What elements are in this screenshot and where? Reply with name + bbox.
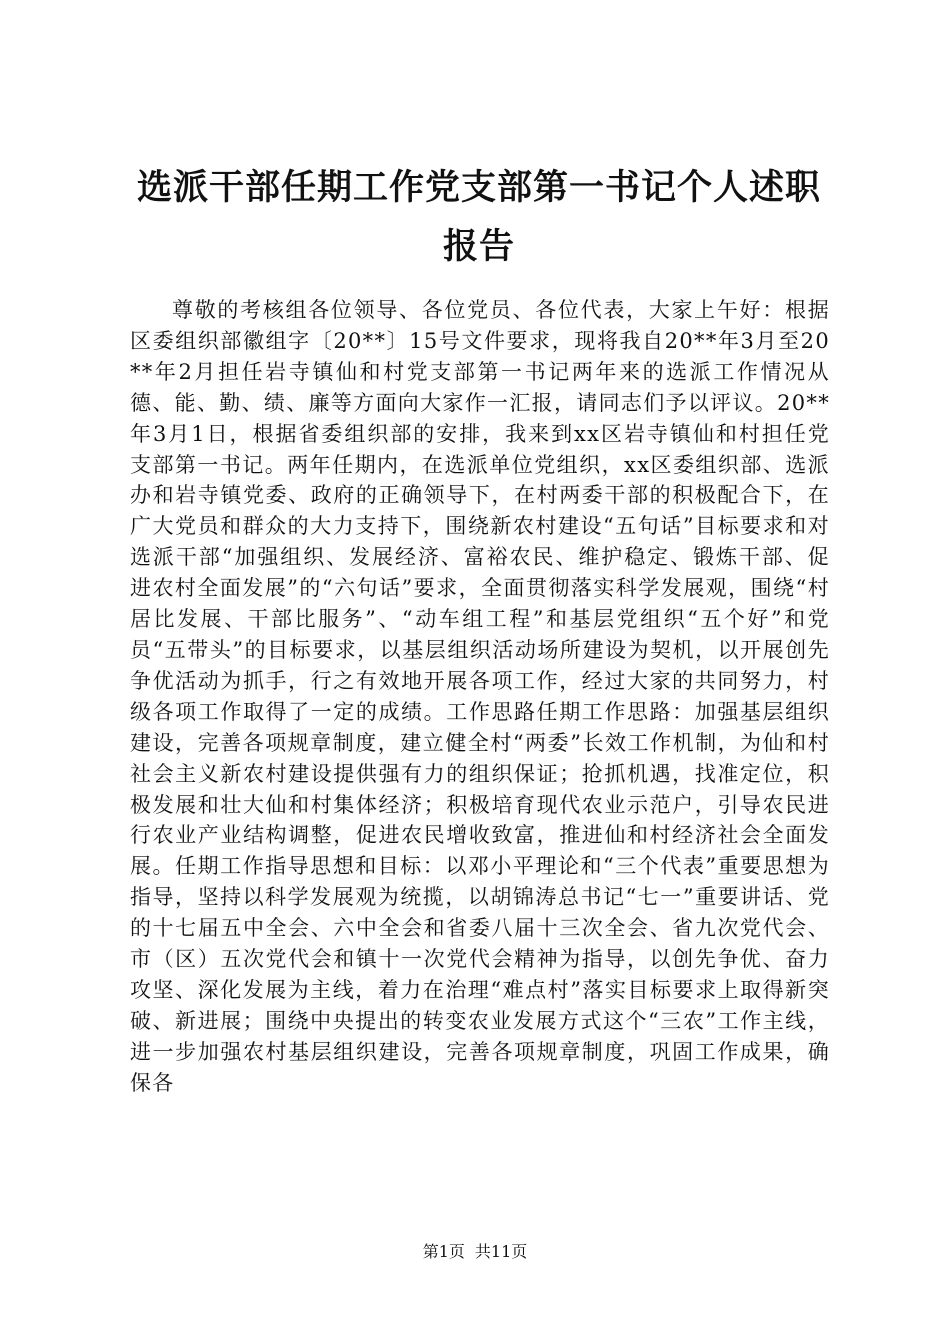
page-total: 共11页: [474, 1242, 528, 1261]
document-body: 尊敬的考核组各位领导、各位党员、各位代表，大家上午好：根据区委组织部徽组字〔20**〕15号文件要求，现将我自20**年3月至20**年2月担任岩寺镇仙和村党支部第一书记两年来的选派工作情况从德、能、勤、绩、廉等方面向大家作一汇报，请同志们予以评议。20**年3月1日，根据省委组织部的安排，我来到xx区岩寺镇仙和村担任党支部第一书记。两年任期内，在选派单位党组织，xx区委组织部、选派办和岩寺镇党委、政府的正确领导下，在村两委干部的积极配合下，在广大党员和群众的大力支持下，围绕新农村建设“五句话”目标要求和对选派干部“加强组织、发展经济、富裕农民、维护稳定、锻炼干部、促进农村全面发展”的“六句话”要求，全面贯彻落实科学发展观，围绕“村居比发展、干部比服务”、“动车组工程”和基层党组织“五个好”和党员“五带头”的目标要求，以基层组织活动场所建设为契机，以开展创先争优活动为抓手，行之有效地开展各项工作，经过大家的共同努力，村级各项工作取得了一定的成绩。工作思路任期工作思路：加强基层组织建设，完善各项规章制度，建立健全村“两委”长效工作机制，为仙和村社会主义新农村建设提供强有力的组织保证；抢抓机遇，找准定位，积极发展和壮大仙和村集体经济；积极培育现代农业示范户，引导农民进行农业产业结构调整，促进农民增收致富，推进仙和村经济社会全面发展。任期工作指导思想和目标：以邓小平理论和“三个代表”重要思想为指导，坚持以科学发展观为统揽，以胡锦涛总书记“七一”重要讲话、党的十七届五中全会、六中全会和省委八届十三次全会、省九次党代会、市（区）五次党代会和镇十一次党代会精神为指导，以创先争优、奋力攻坚、深化发展为主线，着力在治理“难点村”落实目标要求上取得新突破、新进展；围绕中央提出的转变农业发展方式这个“三农”工作主线，进一步加强农村基层组织建设，完善各项规章制度，巩固工作成果，确保各: [130, 298, 830, 1095]
page-footer: [0, 1242, 950, 1262]
page-number: 第1页: [422, 1242, 465, 1261]
document-title: 选派干部任期工作党支部第一书记个人述职报告: [136, 167, 821, 267]
